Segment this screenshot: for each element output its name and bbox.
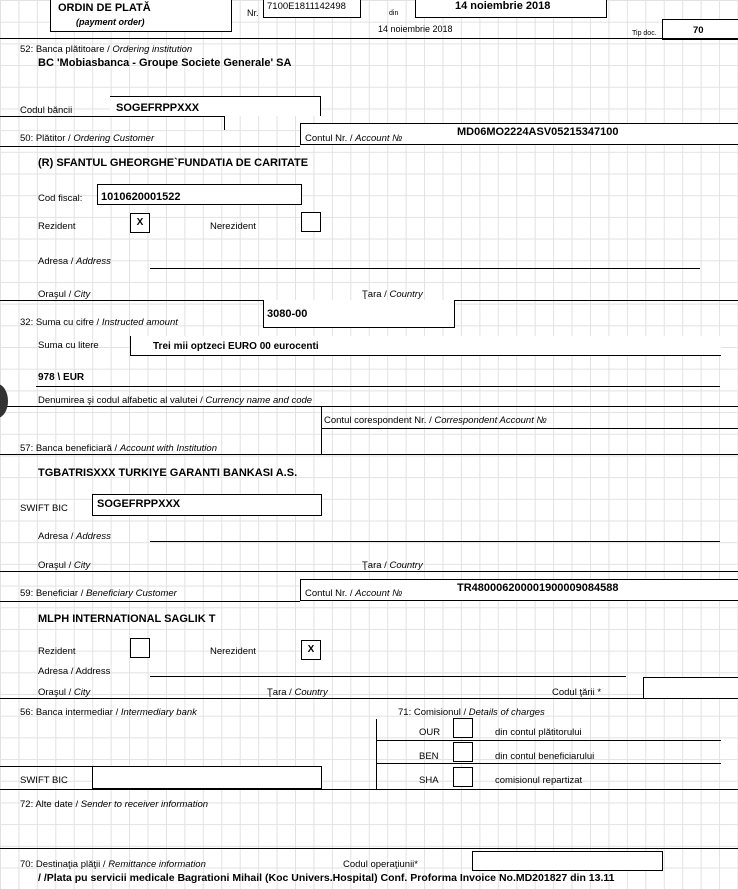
amount-label: 32: Suma cu cifre / Instructed amount — [20, 317, 178, 328]
ordering-bank-name: BC 'Mobiasbanca - Groupe Societe Generale' SA — [38, 57, 292, 69]
country-code-box[interactable] — [643, 677, 738, 699]
payer-label: 50: Plătitor / Ordering Customer — [20, 133, 155, 144]
bank-code-value: SOGEFRPPXXX — [116, 102, 200, 114]
amount-value: 3080-00 — [267, 308, 308, 320]
payer-country-label: Ţara / Country — [362, 289, 423, 300]
beneficiary-address-label: Adresa / Address — [38, 666, 111, 677]
intermediary-swift-label: SWIFT BIC — [20, 775, 68, 786]
operation-code-box[interactable] — [472, 851, 663, 871]
charge-our-checkbox[interactable] — [453, 718, 473, 738]
corr-account-label: Contul corespondent Nr. / Correspondent Account № — [324, 415, 547, 426]
currency-label: Denumirea şi codul alfabetic al valutei / Currency name and code — [38, 395, 313, 406]
charge-option-code: BEN — [419, 751, 439, 762]
bank-code-label: Codul băncii — [20, 105, 73, 116]
payer-name: (R) SFANTUL GHEORGHE`FUNDATIA DE CARITATE — [38, 157, 309, 169]
beneficiary-bank-country-label: Ţara / Country — [362, 560, 423, 571]
amount-words-value: Trei mii optzeci EURO 00 eurocenti — [153, 341, 319, 352]
payer-address-line[interactable] — [150, 268, 700, 269]
payer-nonresident-label: Nerezident — [210, 221, 256, 232]
din-label: din — [389, 10, 399, 17]
charge-option-desc: comisionul repartizat — [495, 775, 583, 786]
country-code-label: Codul ţării * — [552, 687, 602, 698]
charge-option-code: OUR — [419, 727, 441, 738]
payer-account-label: Contul Nr. / Account № — [305, 133, 403, 144]
beneficiary-account-label: Contul Nr. / Account № — [305, 588, 403, 599]
fiscal-code-value: 1010620001522 — [101, 191, 181, 203]
beneficiary-nonresident-checkbox[interactable]: X — [301, 640, 321, 660]
tipdoc-value: 70 — [693, 25, 704, 36]
beneficiary-country-label: Ţara / Country — [267, 687, 328, 698]
payer-city-label: Oraşul / City — [38, 289, 91, 300]
amount-words-label: Suma cu litere — [38, 340, 99, 351]
date-value: 14 noiembrie 2018 — [455, 0, 551, 12]
beneficiary-bank-swift-value: SOGEFRPPXXX — [97, 498, 181, 510]
payer-resident-label: Rezident — [38, 221, 76, 232]
form-title: ORDIN DE PLATĂ — [58, 2, 151, 14]
intermediary-label: 56: Banca intermediar / Intermediary bank — [20, 707, 197, 718]
charges-label: 71: Comisionul / Details of charges — [398, 707, 545, 718]
payer-resident-checkbox[interactable]: X — [130, 213, 150, 233]
beneficiary-label: 59: Beneficiar / Beneficiary Customer — [20, 588, 177, 599]
fiscal-code-label: Cod fiscal: — [38, 193, 83, 204]
beneficiary-bank-city-label: Oraşul / City — [38, 560, 91, 571]
intermediary-swift-box[interactable] — [92, 766, 322, 789]
beneficiary-nonresident-label: Nerezident — [210, 646, 256, 657]
payer-account-value: MD06MO2224ASV05215347100 — [457, 126, 619, 138]
remittance-value: / /Plata pu servicii medicale Bagrationi Mihail (Koc Univers.Hospital) Conf. Proforma Invoice No.MD201827 din 13.11 — [38, 872, 615, 884]
date-small: 14 noiembrie 2018 — [378, 24, 453, 34]
payer-address-label: Adresa / Address — [38, 256, 111, 267]
form-subtitle: (payment order) — [76, 17, 145, 27]
beneficiary-bank-label: 57: Banca beneficiară / Account with Institution — [20, 443, 217, 454]
charge-option-code: SHA — [419, 775, 439, 786]
operation-code-label: Codul operaţiunii* — [343, 859, 418, 870]
currency-value: 978 \ EUR — [38, 372, 85, 383]
beneficiary-resident-checkbox[interactable] — [130, 638, 150, 658]
beneficiary-resident-label: Rezident — [38, 646, 76, 657]
beneficiary-bank-address-label: Adresa / Address — [38, 531, 111, 542]
other-info-label: 72: Alte date / Sender to receiver information — [20, 799, 209, 810]
beneficiary-bank-swift-label: SWIFT BIC — [20, 503, 68, 514]
charge-ben-checkbox[interactable] — [453, 742, 473, 762]
beneficiary-name: MLPH INTERNATIONAL SAGLIK T — [38, 613, 216, 625]
payer-nonresident-checkbox[interactable] — [301, 212, 321, 232]
beneficiary-bank-name: TGBATRISXXX TURKIYE GARANTI BANKASI A.S. — [38, 467, 298, 479]
beneficiary-city-label: Oraşul / City — [38, 687, 91, 698]
ordering-bank-label: 52: Banca plătitoare / Ordering institution — [20, 44, 193, 55]
scroll-handle[interactable] — [0, 384, 8, 418]
nr-value: 7100E1811142498 — [267, 1, 346, 12]
beneficiary-bank-address-line[interactable] — [150, 541, 720, 542]
remittance-label: 70: Destinaţia plăţii / Remittance information — [20, 859, 206, 870]
beneficiary-address-line[interactable] — [150, 676, 626, 677]
beneficiary-account-value: TR480006200001900009084588 — [457, 582, 619, 594]
nr-label: Nr. — [247, 8, 259, 18]
tipdoc-label: Tip doc. — [632, 30, 657, 37]
charge-option-desc: din contul beneficiarului — [495, 751, 595, 762]
charge-sha-checkbox[interactable] — [453, 767, 473, 787]
charge-option-desc: din contul plătitorului — [495, 727, 582, 738]
